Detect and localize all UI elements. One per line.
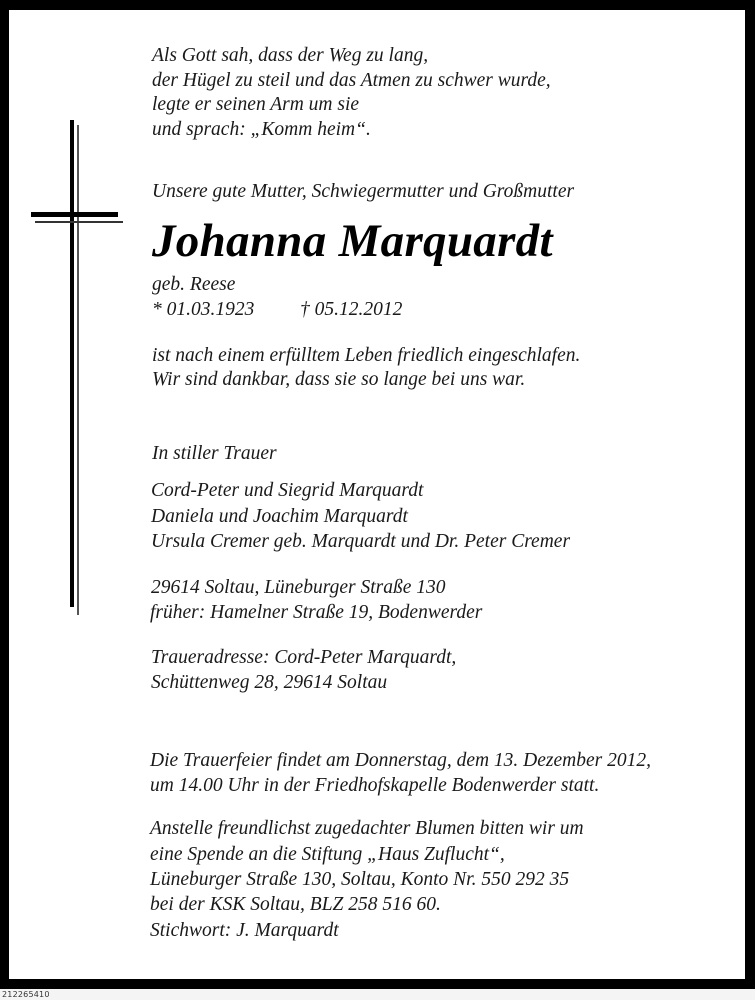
donation-line: eine Spende an die Stiftung „Haus Zuflucht“, (150, 844, 505, 865)
cross-horizontal-thick (31, 212, 118, 217)
maiden-name: geb. Reese (152, 274, 236, 295)
poem-line: der Hügel zu steil und das Atmen zu schwer wurde, (152, 70, 551, 91)
donation-line: bei der KSK Soltau, BLZ 258 516 60. (150, 894, 441, 915)
cross-horizontal-thin (35, 221, 123, 223)
intro-line: Unsere gute Mutter, Schwiegermutter und Großmutter (152, 181, 575, 202)
address-line: 29614 Soltau, Lüneburger Straße 130 (151, 577, 446, 598)
mourning-address-line: Traueradresse: Cord-Peter Marquardt, (151, 647, 457, 668)
poem-line: Als Gott sah, dass der Weg zu lang, (152, 45, 429, 66)
donation-line: Lüneburger Straße 130, Soltau, Konto Nr. 550 292 35 (150, 869, 570, 890)
birth-date: * 01.03.1923 (152, 299, 255, 320)
ad-code: 212265410 (2, 990, 50, 999)
deceased-name: Johanna Marquardt (152, 215, 553, 267)
service-line: um 14.00 Uhr in der Friedhofskapelle Bodenwerder statt. (150, 775, 600, 796)
cross-vertical-thick (70, 120, 74, 607)
mourner: Daniela und Joachim Marquardt (151, 506, 408, 527)
poem-line: und sprach: „Komm heim“. (152, 119, 371, 140)
mourner: Cord-Peter und Siegrid Marquardt (151, 480, 424, 501)
statement-line: ist nach einem erfülltem Leben friedlich eingeschlafen. (152, 345, 581, 366)
death-date: † 05.12.2012 (300, 299, 403, 320)
obituary-notice (9, 10, 745, 979)
mourning-address-line: Schüttenweg 28, 29614 Soltau (151, 672, 388, 693)
poem-line: legte er seinen Arm um sie (152, 94, 360, 115)
mourning-heading: In stiller Trauer (152, 443, 277, 464)
cross-vertical-thin (77, 125, 79, 615)
statement-line: Wir sind dankbar, dass sie so lange bei uns war. (152, 369, 526, 390)
address-line: früher: Hamelner Straße 19, Bodenwerder (150, 602, 483, 623)
donation-line: Anstelle freundlichst zugedachter Blumen bitten wir um (150, 818, 584, 839)
donation-line: Stichwort: J. Marquardt (150, 920, 339, 941)
mourner: Ursula Cremer geb. Marquardt und Dr. Peter Cremer (151, 531, 571, 552)
service-line: Die Trauerfeier findet am Donnerstag, dem 13. Dezember 2012, (150, 750, 651, 771)
